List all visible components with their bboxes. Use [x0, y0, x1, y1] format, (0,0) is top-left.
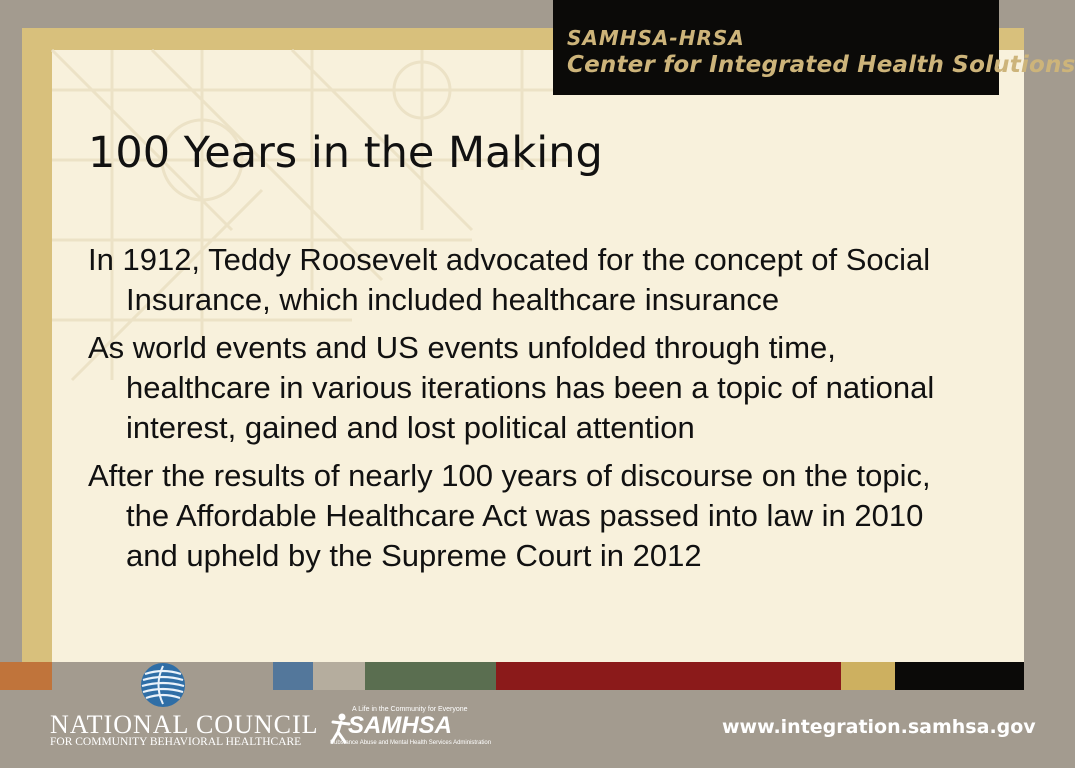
- national-council-logo-text: NATIONAL COUNCIL: [50, 710, 319, 739]
- header-org-name: SAMHSA-HRSA: [567, 26, 745, 50]
- stripe-segment-gold: [841, 662, 895, 690]
- national-council-subtitle: FOR COMMUNITY BEHAVIORAL HEALTHCARE: [50, 736, 302, 748]
- stripe-segment-blue: [273, 662, 313, 690]
- bullet-item: As world events and US events unfolded through time, healthcare in various iterations has been a topic of national interest, gained and lost political attention: [88, 330, 935, 445]
- samhsa-logo-text: SAMHSA: [348, 712, 453, 739]
- slide-title: 100 Years in the Making: [88, 128, 603, 178]
- stripe-segment-black: [895, 662, 1024, 690]
- bullet-list: [88, 240, 968, 584]
- samhsa-tagline: A Life in the Community for Everyone: [352, 706, 468, 713]
- bullet-item: In 1912, Teddy Roosevelt advocated for the concept of Social Insurance, which included healthcare insurance: [88, 242, 931, 317]
- header-center-name: Center for Integrated Health Solutions: [567, 52, 1075, 78]
- stripe-segment-orange: [0, 662, 52, 690]
- globe-icon: [140, 662, 186, 708]
- stripe-segment-tan: [313, 662, 365, 690]
- header-logo-badge: [553, 0, 1075, 95]
- website-url: www.integration.samhsa.gov: [722, 716, 1036, 738]
- stripe-segment-green: [365, 662, 496, 690]
- stripe-segment-red: [496, 662, 841, 690]
- bullet-item: After the results of nearly 100 years of discourse on the topic, the Affordable Healthcare Act was passed into law in 2010 and upheld by the Supreme Court in 2012: [88, 458, 931, 573]
- samhsa-subtitle: Substance Abuse and Mental Health Services Administration: [330, 740, 492, 746]
